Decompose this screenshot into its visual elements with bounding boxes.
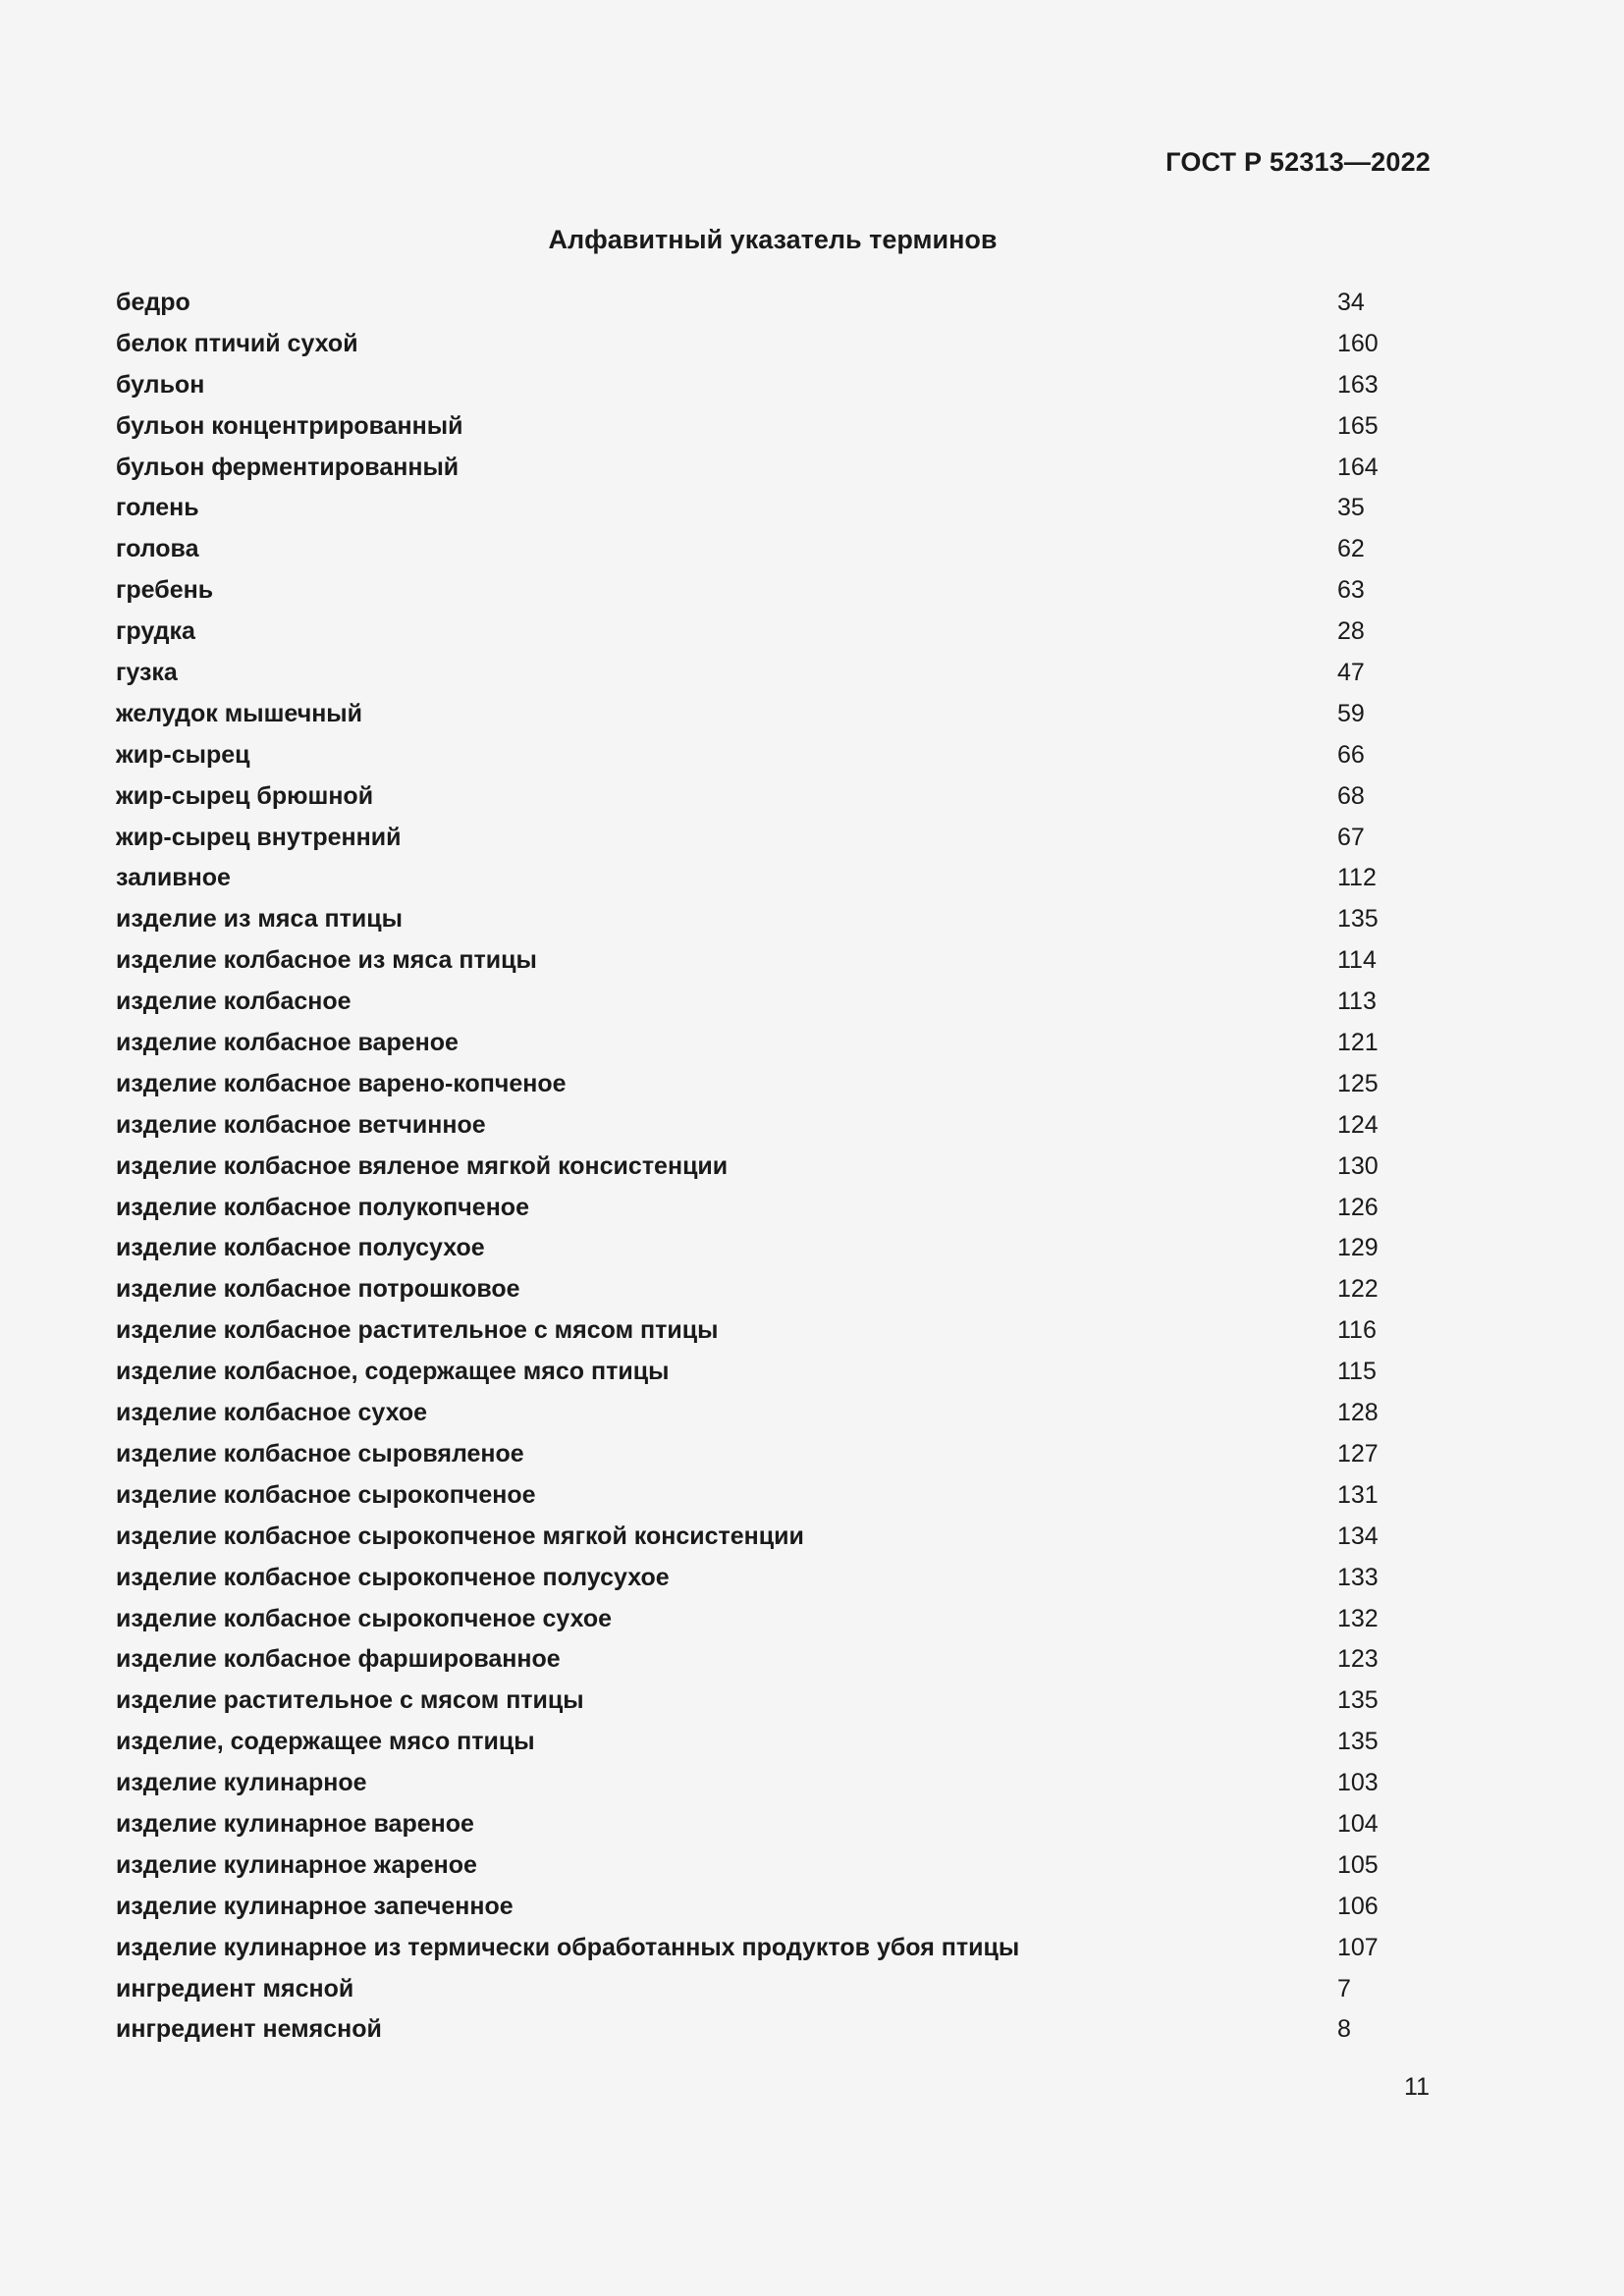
term-name: изделие колбасное xyxy=(116,988,352,1016)
term-reference-number: 125 xyxy=(1337,1069,1379,1097)
index-entry xyxy=(116,1228,1432,1269)
term-reference-number: 28 xyxy=(1337,617,1365,646)
index-entry xyxy=(116,1310,1432,1352)
term-reference-number: 127 xyxy=(1337,1439,1379,1468)
term-reference-number: 130 xyxy=(1337,1151,1379,1180)
term-name: голень xyxy=(116,494,199,522)
term-name: изделие колбасное фаршированное xyxy=(116,1645,561,1674)
term-name: заливное xyxy=(116,864,231,892)
index-entry xyxy=(116,1722,1432,1763)
index-entry xyxy=(116,529,1432,570)
index-entry xyxy=(116,1681,1432,1722)
term-reference-number: 104 xyxy=(1337,1809,1379,1838)
index-entry xyxy=(116,1393,1432,1434)
term-reference-number: 128 xyxy=(1337,1399,1379,1427)
index-entry xyxy=(116,1352,1432,1393)
term-name: бульон xyxy=(116,370,205,399)
index-entry xyxy=(116,488,1432,529)
term-name: гузка xyxy=(116,659,178,687)
term-reference-number: 8 xyxy=(1337,2015,1351,2044)
term-name: белок птичий сухой xyxy=(116,329,358,357)
term-name: изделие колбасное из мяса птицы xyxy=(116,946,537,975)
term-reference-number: 135 xyxy=(1337,905,1379,934)
term-reference-number: 165 xyxy=(1337,411,1379,440)
term-name: ингредиент мясной xyxy=(116,1974,354,2002)
term-reference-number: 135 xyxy=(1337,1686,1379,1715)
index-entry xyxy=(116,2009,1432,2051)
term-reference-number: 129 xyxy=(1337,1234,1379,1262)
term-name: изделие колбасное потрошковое xyxy=(116,1275,520,1304)
term-reference-number: 133 xyxy=(1337,1563,1379,1591)
index-entry xyxy=(116,1188,1432,1229)
term-name: изделие колбасное сырокопченое сухое xyxy=(116,1604,613,1632)
term-name: бедро xyxy=(116,289,190,316)
index-entry xyxy=(116,1475,1432,1517)
term-name: жир-сырец внутренний xyxy=(116,823,402,851)
term-reference-number: 123 xyxy=(1337,1645,1379,1674)
index-entry xyxy=(116,406,1432,448)
index-entry xyxy=(116,1023,1432,1064)
term-name: изделие колбасное ветчинное xyxy=(116,1110,486,1139)
term-reference-number: 114 xyxy=(1337,946,1377,975)
term-name: желудок мышечный xyxy=(116,699,363,727)
index-entry xyxy=(116,612,1432,653)
term-reference-number: 135 xyxy=(1337,1728,1379,1756)
index-entry xyxy=(116,1887,1432,1928)
index-entry xyxy=(116,1804,1432,1845)
index-entry xyxy=(116,324,1432,365)
term-reference-number: 34 xyxy=(1337,289,1365,316)
term-reference-number: 160 xyxy=(1337,329,1379,357)
term-reference-number: 126 xyxy=(1337,1193,1379,1221)
index-entry xyxy=(116,1639,1432,1681)
term-name: изделие колбасное полусухое xyxy=(116,1234,485,1262)
term-name: изделие колбасное варено-копченое xyxy=(116,1069,567,1097)
term-name: изделие колбасное сырокопченое полусухое xyxy=(116,1563,670,1591)
term-reference-number: 164 xyxy=(1337,453,1379,481)
term-name: гребень xyxy=(116,576,214,605)
term-reference-number: 66 xyxy=(1337,740,1365,769)
index-entry xyxy=(116,1064,1432,1105)
index-entry xyxy=(116,858,1432,899)
index-title: Алфавитный указатель терминов xyxy=(548,225,998,254)
index-entry xyxy=(116,283,1432,324)
term-reference-number: 163 xyxy=(1337,370,1379,399)
term-reference-number: 122 xyxy=(1337,1275,1379,1304)
term-name: грудка xyxy=(116,617,195,646)
term-reference-number: 134 xyxy=(1337,1522,1379,1550)
term-reference-number: 116 xyxy=(1337,1316,1377,1345)
index-entry xyxy=(116,1969,1432,2010)
term-name: ингредиент немясной xyxy=(116,2015,382,2044)
term-reference-number: 68 xyxy=(1337,781,1365,810)
index-entry xyxy=(116,570,1432,612)
index-entry xyxy=(116,1599,1432,1640)
term-name: изделие, содержащее мясо птицы xyxy=(116,1728,535,1756)
term-reference-number: 7 xyxy=(1337,1974,1351,2002)
term-reference-number: 113 xyxy=(1337,988,1377,1016)
index-entry xyxy=(116,818,1432,859)
term-name: изделие кулинарное xyxy=(116,1769,367,1797)
index-entry xyxy=(116,940,1432,982)
term-name: бульон ферментированный xyxy=(116,453,460,481)
term-reference-number: 103 xyxy=(1337,1769,1379,1797)
index-entry xyxy=(116,365,1432,406)
term-name: изделие колбасное сырокопченое xyxy=(116,1480,536,1509)
page-number: 11 xyxy=(1404,2073,1430,2101)
index-entry xyxy=(116,1517,1432,1558)
index-entry xyxy=(116,776,1432,818)
term-name: изделие колбасное полукопченое xyxy=(116,1193,529,1221)
terms-index-list xyxy=(116,283,1432,2051)
index-entry xyxy=(116,1763,1432,1804)
term-name: изделие колбасное вареное xyxy=(116,1029,459,1057)
term-name: изделие кулинарное из термически обработанных продуктов убоя птицы xyxy=(116,1933,1020,1961)
term-name: изделие колбасное сыровяленое xyxy=(116,1439,524,1468)
index-entry xyxy=(116,1845,1432,1887)
term-name: изделие колбасное, содержащее мясо птицы xyxy=(116,1358,670,1386)
term-name: изделие колбасное растительное с мясом птицы xyxy=(116,1316,719,1345)
index-entry xyxy=(116,1105,1432,1147)
term-reference-number: 131 xyxy=(1337,1480,1379,1509)
term-name: голова xyxy=(116,535,199,563)
index-entry xyxy=(116,1269,1432,1310)
term-reference-number: 132 xyxy=(1337,1604,1379,1632)
term-name: изделие кулинарное вареное xyxy=(116,1809,474,1838)
term-reference-number: 105 xyxy=(1337,1850,1379,1879)
index-entry xyxy=(116,899,1432,940)
index-entry xyxy=(116,694,1432,735)
term-reference-number: 47 xyxy=(1337,659,1365,687)
term-reference-number: 112 xyxy=(1337,864,1377,892)
index-entry xyxy=(116,1928,1432,1969)
term-name: изделие кулинарное жареное xyxy=(116,1850,477,1879)
index-entry xyxy=(116,653,1432,694)
index-entry xyxy=(116,1147,1432,1188)
term-reference-number: 67 xyxy=(1337,823,1365,851)
index-entry xyxy=(116,1558,1432,1599)
term-name: изделие колбасное сухое xyxy=(116,1399,428,1427)
term-name: жир-сырец xyxy=(116,740,250,769)
term-reference-number: 124 xyxy=(1337,1110,1379,1139)
term-reference-number: 62 xyxy=(1337,535,1365,563)
term-reference-number: 106 xyxy=(1337,1892,1379,1920)
term-name: жир-сырец брюшной xyxy=(116,781,374,810)
term-name: изделие растительное с мясом птицы xyxy=(116,1686,584,1715)
term-reference-number: 59 xyxy=(1337,699,1365,727)
term-name: изделие кулинарное запеченное xyxy=(116,1892,514,1920)
term-reference-number: 35 xyxy=(1337,494,1365,522)
index-entry xyxy=(116,448,1432,489)
term-name: изделие колбасное вяленое мягкой консистенции xyxy=(116,1151,729,1180)
term-reference-number: 115 xyxy=(1337,1358,1377,1386)
term-name: изделие из мяса птицы xyxy=(116,905,403,934)
term-reference-number: 107 xyxy=(1337,1933,1379,1961)
index-entry xyxy=(116,735,1432,776)
term-reference-number: 63 xyxy=(1337,576,1365,605)
term-name: бульон концентрированный xyxy=(116,411,463,440)
term-name: изделие колбасное сырокопченое мягкой консистенции xyxy=(116,1522,804,1550)
document-code: ГОСТ Р 52313—2022 xyxy=(1165,147,1431,177)
term-reference-number: 121 xyxy=(1337,1029,1379,1057)
index-entry xyxy=(116,982,1432,1023)
index-entry xyxy=(116,1434,1432,1475)
